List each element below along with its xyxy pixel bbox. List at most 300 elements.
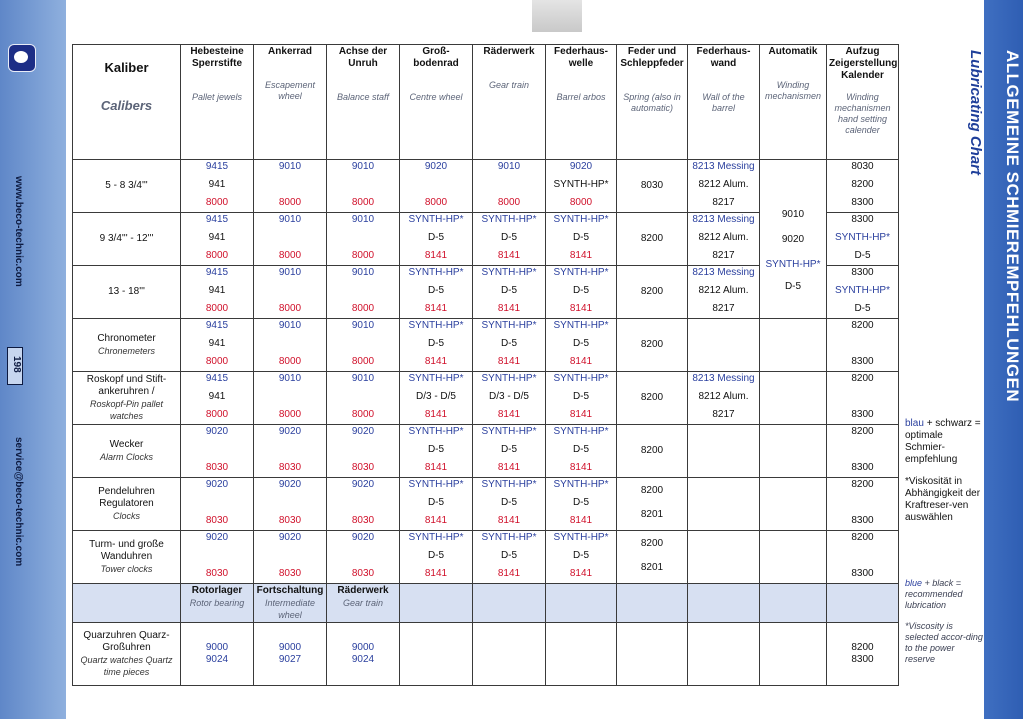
cell-stack bbox=[690, 373, 757, 421]
cell-mid: D-5 bbox=[572, 497, 590, 508]
cell-bottom: 8141 bbox=[569, 356, 593, 367]
cell-top: SYNTH-HP* bbox=[553, 320, 609, 331]
caliber-name: 13 - 18''' bbox=[108, 286, 145, 297]
quartz-sub-en: Gear train bbox=[342, 598, 384, 608]
cell-stack bbox=[548, 426, 614, 474]
cell-stack bbox=[329, 320, 397, 368]
table-cell bbox=[254, 266, 327, 319]
table-cell bbox=[254, 531, 327, 584]
cell-mid: D/3 - D/5 bbox=[488, 391, 529, 402]
quartz-header-empty bbox=[688, 584, 760, 623]
header-de: Federhaus-wand bbox=[696, 46, 751, 69]
cell-mid: SYNTH-HP* bbox=[834, 232, 890, 243]
automatik-empty-cell bbox=[760, 478, 827, 531]
header-col bbox=[181, 45, 254, 160]
table-cell bbox=[546, 372, 617, 425]
cell-stack bbox=[548, 214, 614, 262]
page-title: ALLGEMEINE SCHMIEREMPFEHLUNGEN bbox=[1003, 50, 1022, 403]
table-cell bbox=[254, 425, 327, 478]
cell-bottom: 8300 bbox=[851, 409, 874, 420]
table-cell bbox=[688, 319, 760, 372]
table-cell bbox=[181, 160, 254, 213]
header-en: Pallet jewels bbox=[191, 92, 243, 102]
header-en: Spring (also in automatic) bbox=[623, 92, 681, 113]
cell-top: 9020 bbox=[205, 426, 229, 437]
header-de: Feder und Schleppfeder bbox=[620, 46, 684, 69]
table-cell bbox=[827, 478, 899, 531]
header-col bbox=[827, 45, 899, 160]
email-link[interactable]: service@beco-technic.com bbox=[13, 437, 24, 567]
caliber-name: Pendeluhren Regulatoren bbox=[98, 486, 155, 509]
cell-top: 9415 bbox=[205, 214, 229, 225]
cell-stack bbox=[690, 532, 757, 580]
cell-mid: 8200 bbox=[851, 179, 874, 190]
legend-blue: blue bbox=[905, 578, 923, 588]
header-en: Centre wheel bbox=[409, 92, 463, 102]
cell-top: 9415 bbox=[205, 320, 229, 331]
page-number-box bbox=[7, 347, 23, 385]
table-cell bbox=[400, 266, 473, 319]
cell-top: SYNTH-HP* bbox=[481, 214, 537, 225]
table-cell bbox=[827, 372, 899, 425]
cell-bottom: 8030 bbox=[278, 462, 302, 473]
cell-bottom: 8000 bbox=[278, 356, 302, 367]
cell-stack bbox=[829, 373, 896, 421]
quartz-value: 9000 bbox=[205, 642, 229, 653]
cell-stack bbox=[183, 214, 251, 262]
table-cell bbox=[546, 319, 617, 372]
table-cell bbox=[688, 372, 760, 425]
cell-mid: D-5 bbox=[572, 391, 590, 402]
cell-bottom: D-5 bbox=[854, 250, 871, 261]
legend-en-rest: + black = recommended lubrication bbox=[905, 578, 963, 610]
automatik-value: SYNTH-HP* bbox=[765, 258, 821, 270]
header-en: Gear train bbox=[488, 80, 530, 90]
table-cell bbox=[181, 213, 254, 266]
header-de: Automatik bbox=[768, 46, 818, 57]
cell-top: 9010 bbox=[351, 214, 375, 225]
cell-top: 8300 bbox=[851, 267, 874, 278]
cell-bottom: 8141 bbox=[569, 250, 593, 261]
cell-top: 9020 bbox=[351, 479, 375, 490]
header-en: Wall of the barrel bbox=[702, 92, 745, 113]
table-cell bbox=[400, 478, 473, 531]
header-col bbox=[688, 45, 760, 160]
cell-mid: 941 bbox=[208, 179, 226, 190]
cell-mid: 941 bbox=[208, 232, 226, 243]
cell-top: 9010 bbox=[351, 320, 375, 331]
spring-value: 8200 bbox=[640, 339, 664, 350]
cell-bottom: 8030 bbox=[205, 462, 229, 473]
cell-top: SYNTH-HP* bbox=[481, 479, 537, 490]
table-cell bbox=[327, 266, 400, 319]
cell-bottom: 8000 bbox=[205, 303, 229, 314]
cell-top: SYNTH-HP* bbox=[553, 214, 609, 225]
caliber-name-en: Quartz watches Quartz time pieces bbox=[80, 655, 173, 677]
table-cell bbox=[473, 213, 546, 266]
cell-stack bbox=[402, 373, 470, 421]
cell-stack bbox=[402, 214, 470, 262]
cell-bottom: 8141 bbox=[569, 462, 593, 473]
header-col bbox=[546, 45, 617, 160]
header-col bbox=[327, 45, 400, 160]
cell-mid: D-5 bbox=[427, 550, 445, 561]
page-number: 198 bbox=[11, 356, 22, 373]
header-de: Achse der Unruh bbox=[338, 46, 388, 69]
table-cell bbox=[254, 372, 327, 425]
quartz-empty bbox=[473, 623, 546, 686]
quartz-value: 9027 bbox=[278, 654, 302, 665]
cell-bottom: 8000 bbox=[278, 197, 302, 208]
caliber-cell bbox=[73, 213, 181, 266]
quartz-header-row bbox=[73, 584, 899, 623]
cell-mid: D-5 bbox=[572, 444, 590, 455]
cell-top: SYNTH-HP* bbox=[553, 373, 609, 384]
cell-bottom: 8030 bbox=[278, 515, 302, 526]
spring-cell bbox=[617, 372, 688, 425]
cell-bottom: 8000 bbox=[205, 250, 229, 261]
cell-bottom: 8141 bbox=[497, 568, 521, 579]
quartz-header-empty bbox=[760, 584, 827, 623]
cell-bottom: 8141 bbox=[497, 409, 521, 420]
spring-value: 8200 bbox=[640, 485, 664, 496]
cell-mid: 8212 Alum. bbox=[698, 179, 749, 190]
cell-top: 9010 bbox=[278, 320, 302, 331]
cell-stack bbox=[402, 532, 470, 580]
header-de: Ankerrad bbox=[268, 46, 312, 57]
cell-mid: D-5 bbox=[427, 285, 445, 296]
header-col bbox=[617, 45, 688, 160]
cell-bottom: 8141 bbox=[424, 462, 448, 473]
cell-top: 9010 bbox=[497, 161, 521, 172]
cell-top: 9010 bbox=[351, 161, 375, 172]
cell-bottom: 8141 bbox=[569, 409, 593, 420]
cell-top: 8213 Messing bbox=[692, 214, 755, 225]
table-cell bbox=[254, 213, 327, 266]
cell-bottom: 8217 bbox=[712, 303, 735, 314]
quartz-value: 9000 bbox=[351, 642, 375, 653]
cell-stack bbox=[475, 161, 543, 209]
cell-bottom: 8141 bbox=[424, 250, 448, 261]
quartz-sub-en: Rotor bearing bbox=[189, 598, 245, 608]
cell-stack bbox=[256, 161, 324, 209]
cell-top: 9020 bbox=[351, 532, 375, 543]
quartz-header-empty bbox=[827, 584, 899, 623]
cell-stack bbox=[183, 373, 251, 421]
table-cell bbox=[473, 266, 546, 319]
automatik-value: 9020 bbox=[781, 233, 805, 245]
cell-stack bbox=[402, 479, 470, 527]
cell-stack bbox=[329, 373, 397, 421]
spring-cell bbox=[617, 478, 688, 531]
table-row bbox=[73, 372, 899, 425]
caliber-name: 9 3/4''' - 12''' bbox=[99, 233, 154, 244]
table-cell bbox=[827, 425, 899, 478]
caliber-name: 5 - 8 3/4''' bbox=[105, 180, 148, 191]
header-col bbox=[400, 45, 473, 160]
cell-top: 9020 bbox=[278, 479, 302, 490]
cell-stack bbox=[183, 532, 251, 580]
cell-top: SYNTH-HP* bbox=[408, 373, 464, 384]
cell-bottom: 8141 bbox=[569, 303, 593, 314]
cell-stack bbox=[690, 214, 757, 262]
header-en: Winding mechanismen hand setting calender bbox=[834, 92, 891, 135]
cell-bottom: 8000 bbox=[497, 197, 521, 208]
cell-top: SYNTH-HP* bbox=[481, 532, 537, 543]
cell-mid: D-5 bbox=[427, 497, 445, 508]
legend-en-note: *Viscosity is selected accor-ding to the power reserve bbox=[905, 621, 983, 664]
quartz-sub-en: Intermediate wheel bbox=[264, 598, 316, 620]
left-sidebar bbox=[0, 0, 66, 719]
spring-cell bbox=[617, 425, 688, 478]
cell-mid: D-5 bbox=[572, 232, 590, 243]
cell-top: 9020 bbox=[424, 161, 448, 172]
spring-cell bbox=[617, 319, 688, 372]
cell-top: SYNTH-HP* bbox=[481, 267, 537, 278]
cell-mid: D-5 bbox=[572, 338, 590, 349]
cell-top: 8213 Messing bbox=[692, 267, 755, 278]
cell-stack bbox=[329, 214, 397, 262]
caliber-cell bbox=[73, 372, 181, 425]
cell-stack bbox=[256, 214, 324, 262]
website-link[interactable]: www.beco-technic.com bbox=[13, 176, 24, 287]
cell-mid: D-5 bbox=[500, 497, 518, 508]
cell-bottom: 8000 bbox=[424, 197, 448, 208]
header-kaliber bbox=[73, 45, 181, 160]
cell-bottom: 8000 bbox=[278, 250, 302, 261]
cell-mid: D/3 - D/5 bbox=[415, 391, 456, 402]
cell-stack bbox=[548, 161, 614, 209]
cell-stack bbox=[475, 267, 543, 315]
table-cell bbox=[546, 266, 617, 319]
cell-stack bbox=[183, 161, 251, 209]
calibers-label: Calibers bbox=[100, 98, 153, 113]
automatik-empty-cell bbox=[760, 372, 827, 425]
cell-mid: 8212 Alum. bbox=[698, 391, 749, 402]
cell-bottom: 8030 bbox=[351, 568, 375, 579]
cell-mid: SYNTH-HP* bbox=[834, 285, 890, 296]
legend-blau: blau bbox=[905, 418, 924, 429]
cell-bottom: 8000 bbox=[351, 356, 375, 367]
cell-top: SYNTH-HP* bbox=[408, 479, 464, 490]
table-cell bbox=[400, 372, 473, 425]
header-en: Barrel arbos bbox=[556, 92, 606, 102]
table-cell bbox=[473, 372, 546, 425]
cell-top: SYNTH-HP* bbox=[553, 532, 609, 543]
header-col bbox=[254, 45, 327, 160]
cell-bottom: 8300 bbox=[851, 462, 874, 473]
cell-mid: 8212 Alum. bbox=[698, 232, 749, 243]
spring-value: 8201 bbox=[640, 562, 664, 573]
cell-mid: D-5 bbox=[572, 550, 590, 561]
table-row bbox=[73, 478, 899, 531]
cell-top: 9010 bbox=[278, 373, 302, 384]
table-cell bbox=[688, 531, 760, 584]
spring-value: 8201 bbox=[640, 509, 664, 520]
header-en: Winding mechanismen bbox=[764, 80, 822, 101]
header-de: Aufzug Zeigerstellung Kalender bbox=[829, 46, 898, 81]
cell-top: 9020 bbox=[569, 161, 593, 172]
table-cell bbox=[473, 319, 546, 372]
cell-stack bbox=[329, 479, 397, 527]
cell-top: SYNTH-HP* bbox=[408, 426, 464, 437]
cell-bottom: D-5 bbox=[854, 303, 871, 314]
table-cell bbox=[688, 478, 760, 531]
quartz-value: 9024 bbox=[351, 654, 375, 665]
cell-bottom: 8217 bbox=[712, 409, 735, 420]
top-tab bbox=[532, 0, 582, 32]
cell-top: 9020 bbox=[278, 426, 302, 437]
cell-top: 8300 bbox=[851, 214, 874, 225]
table-cell bbox=[688, 213, 760, 266]
cell-bottom: 8000 bbox=[351, 303, 375, 314]
table-cell bbox=[546, 531, 617, 584]
automatik-value: D-5 bbox=[784, 280, 802, 292]
quartz-empty bbox=[760, 623, 827, 686]
cell-top: 9415 bbox=[205, 161, 229, 172]
cell-bottom: 8030 bbox=[351, 462, 375, 473]
table-cell bbox=[473, 531, 546, 584]
spring-value: 8030 bbox=[640, 180, 664, 191]
cell-bottom: 8217 bbox=[712, 250, 735, 261]
cell-stack bbox=[402, 161, 470, 209]
quartz-header-empty bbox=[400, 584, 473, 623]
cell-mid: 8212 Alum. bbox=[698, 285, 749, 296]
header-en: Balance staff bbox=[336, 92, 390, 102]
cell-stack bbox=[183, 479, 251, 527]
cell-top: 8030 bbox=[851, 161, 874, 172]
header-col bbox=[760, 45, 827, 160]
cell-top: 8200 bbox=[851, 479, 874, 490]
table-cell bbox=[327, 531, 400, 584]
cell-bottom: 8030 bbox=[278, 568, 302, 579]
legend-de-note: *Viskosität in Abhängigkeit der Kraftreser-ven auswählen bbox=[905, 476, 981, 523]
cell-bottom: 8030 bbox=[205, 568, 229, 579]
quartz-sub-header bbox=[254, 584, 327, 623]
quartz-sub-de: Rotorlager bbox=[191, 585, 243, 596]
cell-stack bbox=[829, 532, 896, 580]
table-cell bbox=[327, 372, 400, 425]
quartz-value: 9024 bbox=[205, 654, 229, 665]
quartz-empty bbox=[617, 623, 688, 686]
table-cell bbox=[473, 478, 546, 531]
cell-stack bbox=[690, 426, 757, 474]
cell-top: SYNTH-HP* bbox=[553, 479, 609, 490]
cell-stack bbox=[619, 532, 685, 580]
cell-bottom: 8141 bbox=[497, 303, 521, 314]
caliber-name: Wecker bbox=[109, 439, 144, 450]
caliber-name: Turm- und große Wanduhren bbox=[89, 539, 164, 562]
legend-de-rest: + schwarz = optimale Schmier-empfehlung bbox=[905, 418, 981, 465]
caliber-name-en: Chronemeters bbox=[97, 346, 156, 356]
caliber-cell bbox=[73, 623, 181, 686]
cell-top: SYNTH-HP* bbox=[553, 426, 609, 437]
spring-value: 8200 bbox=[640, 286, 664, 297]
table-cell bbox=[327, 213, 400, 266]
legend-en bbox=[905, 578, 983, 665]
table-cell bbox=[254, 319, 327, 372]
table-cell bbox=[546, 160, 617, 213]
cell-bottom: 8000 bbox=[351, 250, 375, 261]
quartz-cell bbox=[827, 623, 899, 686]
caliber-cell bbox=[73, 160, 181, 213]
table-cell bbox=[400, 531, 473, 584]
cell-bottom: 8000 bbox=[205, 409, 229, 420]
cell-top: SYNTH-HP* bbox=[481, 426, 537, 437]
caliber-cell bbox=[73, 319, 181, 372]
cell-top: SYNTH-HP* bbox=[408, 320, 464, 331]
table-cell bbox=[688, 266, 760, 319]
cell-stack bbox=[690, 479, 757, 527]
cell-bottom: 8141 bbox=[497, 250, 521, 261]
quartz-cell bbox=[254, 623, 327, 686]
cell-top: 8200 bbox=[851, 320, 874, 331]
cell-top: 9010 bbox=[278, 161, 302, 172]
cell-bottom: 8000 bbox=[205, 356, 229, 367]
cell-bottom: 8300 bbox=[851, 515, 874, 526]
cell-stack bbox=[402, 320, 470, 368]
cell-top: 9020 bbox=[205, 479, 229, 490]
cell-stack bbox=[690, 161, 757, 209]
cell-top: 9415 bbox=[205, 373, 229, 384]
table-row bbox=[73, 531, 899, 584]
cell-stack bbox=[329, 426, 397, 474]
cell-bottom: 8000 bbox=[351, 197, 375, 208]
table-cell bbox=[473, 160, 546, 213]
cell-bottom: 8000 bbox=[278, 303, 302, 314]
spring-cell bbox=[617, 213, 688, 266]
cell-stack bbox=[829, 426, 896, 474]
header-en: Escapement wheel bbox=[264, 80, 316, 101]
cell-mid: D-5 bbox=[427, 232, 445, 243]
cell-stack bbox=[183, 426, 251, 474]
cell-top: 8200 bbox=[851, 426, 874, 437]
cell-bottom: 8141 bbox=[569, 515, 593, 526]
table-row bbox=[73, 160, 899, 213]
cell-mid: D-5 bbox=[572, 285, 590, 296]
cell-bottom: 8217 bbox=[712, 197, 735, 208]
cell-top: 9010 bbox=[278, 267, 302, 278]
table-cell bbox=[181, 372, 254, 425]
cell-bottom: 8141 bbox=[497, 515, 521, 526]
cell-mid: 941 bbox=[208, 391, 226, 402]
cell-stack bbox=[548, 479, 614, 527]
spring-value: 8200 bbox=[640, 392, 664, 403]
quartz-empty bbox=[688, 623, 760, 686]
cell-bottom: 8141 bbox=[424, 409, 448, 420]
table-cell bbox=[546, 478, 617, 531]
table-cell bbox=[546, 213, 617, 266]
table-row bbox=[73, 425, 899, 478]
cell-stack bbox=[475, 214, 543, 262]
header-de: Federhaus-welle bbox=[554, 46, 608, 69]
cell-stack bbox=[256, 426, 324, 474]
cell-bottom: 8300 bbox=[851, 568, 874, 579]
quartz-sub-header bbox=[181, 584, 254, 623]
header-de: Groß-bodenrad bbox=[413, 46, 459, 69]
cell-stack bbox=[256, 267, 324, 315]
table-cell bbox=[400, 160, 473, 213]
cell-stack bbox=[548, 373, 614, 421]
cell-stack bbox=[475, 479, 543, 527]
caliber-name: Chronometer bbox=[97, 333, 156, 344]
cell-stack bbox=[256, 532, 324, 580]
cell-stack bbox=[829, 214, 896, 262]
table-cell bbox=[327, 425, 400, 478]
lubrication-table bbox=[72, 44, 899, 686]
cell-bottom: 8300 bbox=[851, 197, 874, 208]
table-cell bbox=[546, 425, 617, 478]
